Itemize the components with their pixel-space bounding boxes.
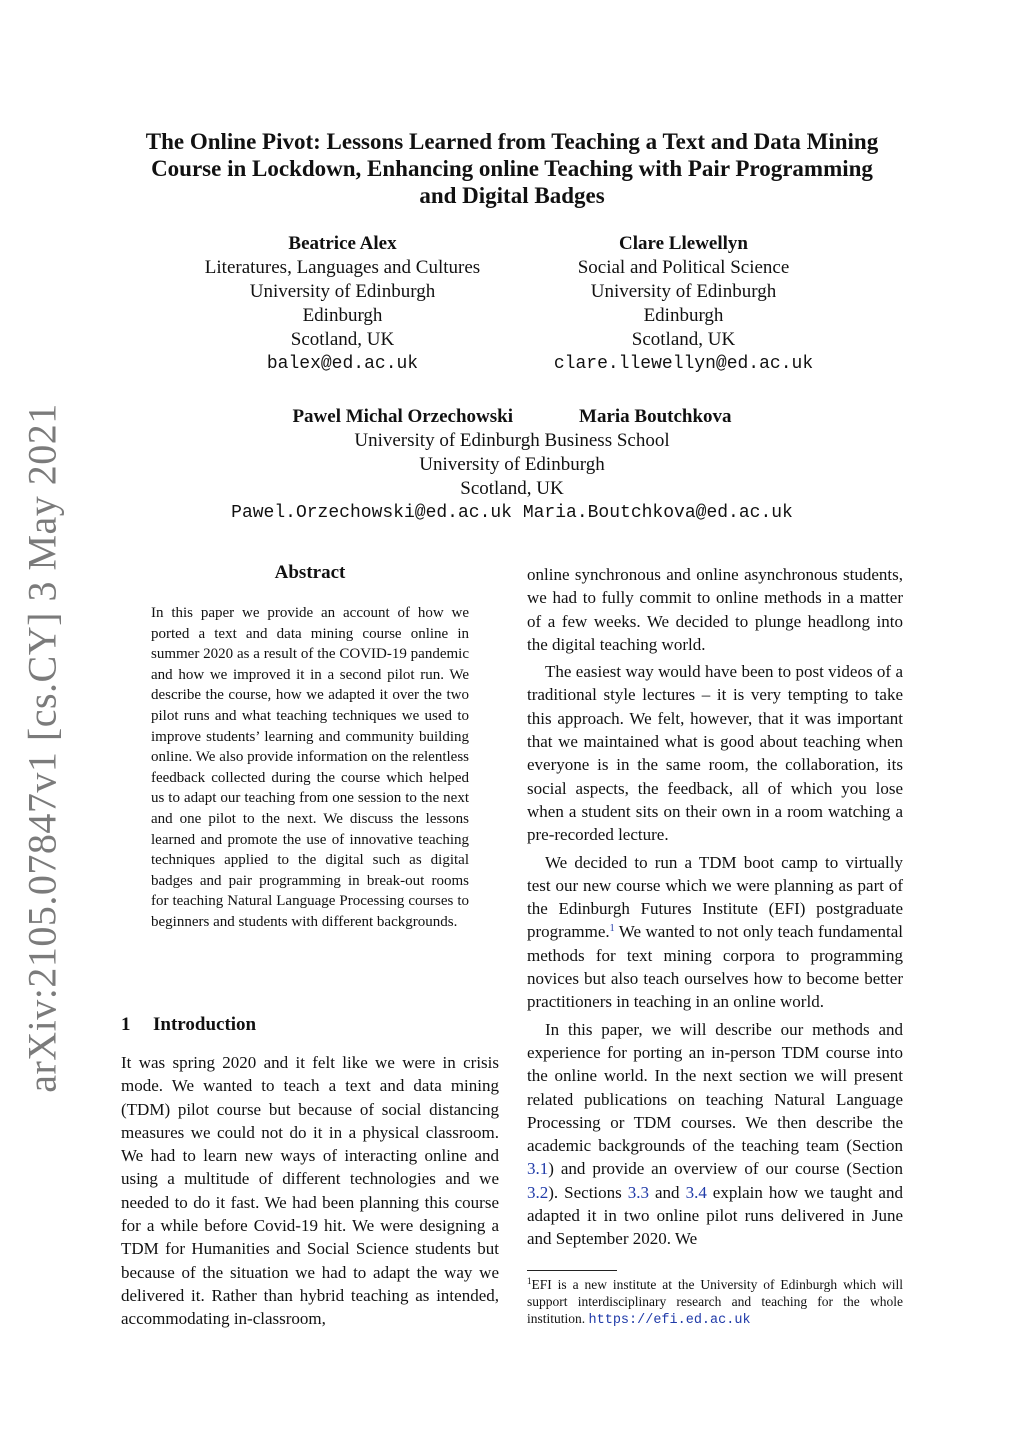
- author-email[interactable]: Maria.Boutchkova@ed.ac.uk: [522, 503, 793, 523]
- intro-left-column: [121, 1051, 499, 1331]
- paper-title: The Online Pivot: Lessons Learned from Teaching a Text and Data Mining Course in Lockdown, Enhancing online Teaching with Pair Programming and Digital Badges: [145, 129, 879, 208]
- abstract-text: [151, 603, 469, 933]
- arxiv-identifier-text: arXiv:2105.07847v1 [cs.CY] 3 May 2021: [19, 403, 65, 1093]
- author-department: Social and Political Science: [577, 257, 790, 278]
- intro-paragraph: It was spring 2020 and it felt like we were in crisis mode. We wanted to teach a text and data mining (TDM) pilot course but because of social distancing measures we could not do it in a physical classroom. We had to learn new ways of interacting online and using a multitude of different technologies and we needed to do it fast. We had been planning this course for a while before Covid-19 hit. We were designing a TDM for Humanities and Social Science students but because of the situation we had to adapt the way we delivered it. Rather than hybrid teaching as intended, accommodating in-classroom,: [121, 1053, 499, 1329]
- author-university: University of Edinburgh: [249, 281, 436, 302]
- intro-right-column: [527, 563, 903, 1251]
- intro-paragraph: online synchronous and online asynchronous students, we had to fully commit to online methods in a matter of a few weeks. We decided to plunge headlong into the digital teaching world.: [527, 565, 903, 654]
- section-heading: [121, 1014, 256, 1036]
- section-ref-link[interactable]: 3.2: [527, 1182, 549, 1202]
- footnote-mark: 1: [527, 1276, 532, 1286]
- intro-paragraph: We decided to run a TDM boot camp to virtually test our new course which we were planning as part of the Edinburgh Futures Institute (EFI) postgraduate programme.$^1$ We wanted to not only teach fundamental methods for text mining corpora to programming novices but also teach ourselves how to become better practitioners in teaching in an online world.: [527, 852, 903, 1012]
- author-department: Literatures, Languages and Cultures: [204, 257, 481, 278]
- author-name: Pawel Michal Orzechowski: [292, 406, 514, 427]
- author-university: University of Edinburgh: [419, 454, 605, 475]
- footnote-text: EFI is a new institute at the University of Edinburgh which will support interdisciplinary research and teaching for the whole institution.: [527, 1277, 903, 1326]
- author-name: Beatrice Alex: [288, 233, 397, 254]
- author-city: Edinburgh: [302, 305, 383, 326]
- section-ref-link[interactable]: 3.4: [685, 1182, 707, 1202]
- author-block-2: [526, 232, 841, 376]
- author-country: Scotland, UK: [460, 478, 564, 499]
- section-number: 1: [121, 1014, 131, 1035]
- abstract-paragraph: In this paper we provide an account of how we ported a text and data mining course online in summer 2020 as a result of the COVID-19 pandemic and how we improved it in a second pilot run. We describe the course, how we adapted it over the two pilot runs and what teaching techniques we used to improve students’ learning and community building online. We also provide information on the relentless feedback collected during the course which helped us to adapt our teaching from one session to the next and one pilot to the next. We discuss the lessons learned and promote the use of innovative teaching techniques applied to the digital such as digital badges and pair programming in break-out rooms for teaching Natural Language Processing courses to beginners and students with different backgrounds.: [151, 605, 469, 930]
- section-ref-link[interactable]: 3.3: [627, 1182, 650, 1202]
- footnote: [527, 1276, 903, 1329]
- author-department: University of Edinburgh Business School: [354, 430, 670, 451]
- footnote-link[interactable]: 1: [609, 923, 615, 935]
- author-email[interactable]: clare.llewellyn@ed.ac.uk: [553, 354, 814, 374]
- author-block-shared: [140, 405, 884, 525]
- abstract-heading: Abstract: [274, 562, 346, 583]
- section-title: Introduction: [153, 1014, 257, 1035]
- footnote-url-link[interactable]: https://efi.ed.ac.uk: [588, 1313, 751, 1328]
- author-name: Maria Boutchkova: [579, 406, 732, 427]
- author-country: Scotland, UK: [290, 329, 395, 350]
- author-name: Clare Llewellyn: [619, 233, 748, 254]
- author-university: University of Edinburgh: [590, 281, 777, 302]
- author-email[interactable]: balex@ed.ac.uk: [266, 354, 419, 374]
- author-email[interactable]: Pawel.Orzechowski@ed.ac.uk: [231, 503, 512, 523]
- footnote-divider: [527, 1270, 617, 1271]
- shared-author-names: [140, 405, 884, 429]
- intro-paragraph: The easiest way would have been to post videos of a traditional style lectures – it is very tempting to take this approach. We felt, however, that it was important that we maintained what is good about teaching when everyone is in the same room, the collaboration, its social aspects, the feedback, all of which you lose when a student sits on their own in a room watching a pre-recorded lecture.: [527, 662, 903, 845]
- author-city: Edinburgh: [643, 305, 724, 326]
- shared-author-emails: [140, 501, 884, 525]
- section-ref-link[interactable]: 3.1: [527, 1159, 549, 1179]
- author-block-1: [151, 232, 534, 376]
- intro-paragraph: In this paper, we will describe our methods and experience for porting an in-person TDM course into the online world. In the next section we will present related publications on teaching Natural Language Processing or TDM courses. We then describe the academic backgrounds of the teaching team (Section 3.1) and provide an overview of our course (Section 3.2). Sections 3.3 and 3.4 explain how we taught and adapted it in two online pilot runs delivered in June and September 2020. We: [527, 1019, 903, 1249]
- author-country: Scotland, UK: [631, 329, 736, 350]
